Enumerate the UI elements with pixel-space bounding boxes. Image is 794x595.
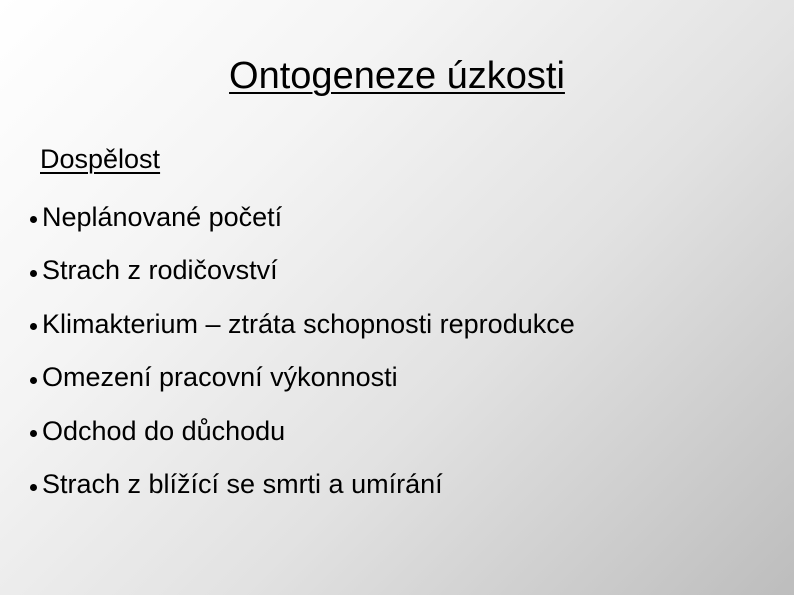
list-item [30, 458, 575, 512]
slide-title-text: Ontogeneze úzkosti [229, 55, 565, 97]
list-item-text: Strach z blížící se smrti a umírání [42, 469, 443, 500]
list-item [30, 351, 575, 405]
list-item [30, 244, 575, 298]
section-heading: Dospělost [40, 144, 161, 174]
bullet-dot-icon [30, 216, 37, 223]
list-item-text: Klimakterium – ztráta schopnosti reprodukce [42, 308, 575, 339]
bullet-dot-icon [30, 377, 37, 384]
list-item-text: Odchod do důchodu [42, 415, 286, 446]
bullet-list [30, 190, 575, 511]
list-item [30, 297, 575, 351]
list-item-text: Omezení pracovní výkonnosti [42, 362, 398, 393]
bullet-dot-icon [30, 430, 37, 437]
list-item [30, 404, 575, 458]
bullet-dot-icon [30, 270, 37, 277]
list-item-text: Strach z rodičovství [42, 255, 278, 286]
bullet-dot-icon [30, 484, 37, 491]
slide-title [0, 52, 794, 100]
bullet-dot-icon [30, 323, 37, 330]
list-item-text: Neplánované početí [42, 201, 283, 232]
list-item [30, 190, 575, 244]
